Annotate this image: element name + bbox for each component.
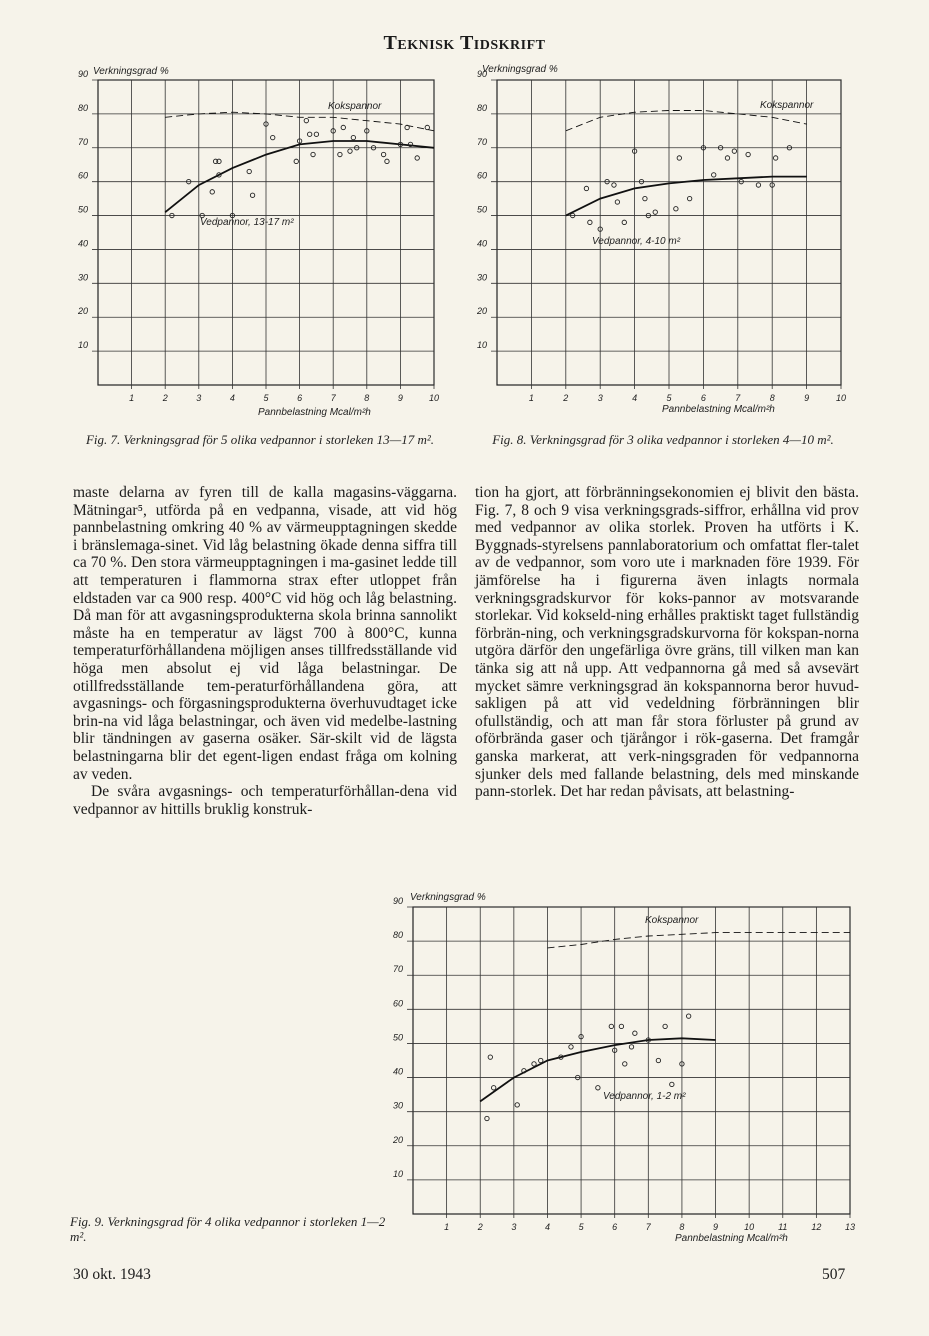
fig8-xtick-label: 4 xyxy=(632,393,638,403)
fig9-data-point xyxy=(539,1058,543,1062)
fig7-xtick-label: 7 xyxy=(330,393,336,403)
figure-8-caption: Fig. 8. Verkningsgrad för 3 olika vedpannor i storleken 4—10 m². xyxy=(492,432,834,447)
fig8-data-point xyxy=(712,173,716,177)
fig7-data-point xyxy=(210,190,214,194)
fig7-xtick-label: 1 xyxy=(129,393,135,403)
fig7-xtick-label: 10 xyxy=(428,393,440,403)
fig8-data-point xyxy=(615,200,619,204)
fig7-data-point xyxy=(351,135,355,139)
fig8-xtick-label: 5 xyxy=(666,393,672,403)
fig8-ytick-label: 50 xyxy=(476,204,487,215)
fig7-data-point xyxy=(314,132,318,136)
fig8-xtick-label: 2 xyxy=(563,393,569,403)
fig8-xtick-label: 9 xyxy=(804,393,810,403)
fig9-data-point xyxy=(670,1082,674,1086)
fig9-kokspannor-curve xyxy=(548,933,851,948)
fig7-data-point xyxy=(425,125,429,129)
fig8-ytick-label: 70 xyxy=(476,136,487,147)
fig9-data-point xyxy=(686,1014,690,1018)
fig9-data-point xyxy=(656,1058,660,1062)
fig8-xtick-label: 8 xyxy=(769,393,775,403)
fig9-xtick-label: 13 xyxy=(844,1222,856,1232)
fig8-data-point xyxy=(612,183,616,187)
fig7-annotation-vedpannor: Vedpannor, 13-17 m² xyxy=(200,217,294,228)
fig8-ylabel: Verkningsgrad % xyxy=(482,64,558,75)
fig7-ytick-label: 10 xyxy=(77,340,88,351)
fig9-ytick-label: 10 xyxy=(392,1168,403,1179)
fig7-ytick-label: 40 xyxy=(77,238,88,249)
fig9-annotation-vedpannor: Vedpannor, 1-2 m² xyxy=(603,1091,686,1102)
fig7-ytick-label: 20 xyxy=(77,306,88,317)
fig8-data-point xyxy=(687,196,691,200)
fig9-xtick-label: 7 xyxy=(645,1222,651,1232)
fig7-data-point xyxy=(271,135,275,139)
fig8-xtick-label: 7 xyxy=(735,393,741,403)
fig8-ytick-label: 30 xyxy=(476,272,487,283)
figure-7-chart xyxy=(60,60,460,420)
fig7-grid xyxy=(92,80,434,389)
fig9-ytick-label: 40 xyxy=(392,1066,403,1077)
fig8-vedpannor-curve xyxy=(566,177,807,216)
fig8-ytick-label: 10 xyxy=(476,340,487,351)
fig9-ylabel: Verkningsgrad % xyxy=(410,892,486,903)
fig7-data-point xyxy=(304,118,308,122)
fig9-data-point xyxy=(485,1116,489,1120)
fig8-ytick-label: 40 xyxy=(476,238,487,249)
fig9-ytick-label: 70 xyxy=(392,964,403,975)
fig8-data-point xyxy=(643,196,647,200)
fig9-data-point xyxy=(532,1062,536,1066)
fig9-xtick-label: 1 xyxy=(444,1222,450,1232)
fig8-xtick-label: 3 xyxy=(597,393,603,403)
fig7-ytick-label: 70 xyxy=(77,136,88,147)
fig7-data-point xyxy=(348,149,352,153)
fig9-data-point xyxy=(663,1024,667,1028)
figure-9-chart xyxy=(385,885,870,1245)
fig8-xtick-label: 6 xyxy=(700,393,706,403)
fig9-ytick-label: 60 xyxy=(392,998,403,1009)
fig9-xtick-label: 3 xyxy=(511,1222,517,1232)
fig9-xtick-label: 10 xyxy=(744,1222,755,1232)
fig9-ytick-label: 80 xyxy=(392,930,403,941)
fig8-data-point xyxy=(732,149,736,153)
fig9-data-point xyxy=(619,1024,623,1028)
fig7-xtick-label: 3 xyxy=(196,393,202,403)
fig9-data-point xyxy=(491,1086,495,1090)
fig7-data-point xyxy=(381,152,385,156)
fig7-data-point xyxy=(307,132,311,136)
fig7-xtick-label: 9 xyxy=(397,393,403,403)
fig9-annotation-kokspannor: Kokspannor xyxy=(645,915,699,926)
fig7-xlabel: Pannbelastning Mcal/m²h xyxy=(258,407,371,418)
fig7-xtick-label: 4 xyxy=(229,393,235,403)
fig8-data-point xyxy=(588,220,592,224)
fig8-xlabel: Pannbelastning Mcal/m²h xyxy=(662,404,775,415)
fig7-ytick-label: 60 xyxy=(77,170,88,181)
fig9-xtick-label: 9 xyxy=(713,1222,719,1232)
fig9-xtick-label: 6 xyxy=(612,1222,618,1232)
fig9-data-point xyxy=(515,1103,519,1107)
fig9-xtick-label: 11 xyxy=(778,1222,788,1232)
fig8-ytick-label: 20 xyxy=(476,306,487,317)
left-paragraph-2: De svåra avgasnings- och temperaturförhållan-dena vid vedpannor av hittills bruklig konstruk- xyxy=(73,783,457,818)
fig7-data-point xyxy=(311,152,315,156)
fig8-data-point xyxy=(653,210,657,214)
fig7-data-point xyxy=(405,125,409,129)
figure-9-caption: Fig. 9. Verkningsgrad för 4 olika vedpannor i storleken 1—2 m². xyxy=(70,1214,386,1244)
fig9-xtick-label: 12 xyxy=(811,1222,822,1232)
fig8-data-point xyxy=(677,156,681,160)
footer-date: 30 okt. 1943 xyxy=(73,1266,151,1283)
fig8-ytick-label: 60 xyxy=(476,170,487,181)
fig7-data-point xyxy=(385,159,389,163)
fig9-data-point xyxy=(629,1045,633,1049)
fig9-frame xyxy=(413,907,850,1214)
journal-masthead: Teknisk Tidskrift xyxy=(383,32,546,54)
fig9-ytick-label: 30 xyxy=(392,1100,403,1111)
fig8-xtick-label: 1 xyxy=(528,393,534,403)
fig7-data-point xyxy=(415,156,419,160)
fig9-data-point xyxy=(596,1086,600,1090)
fig7-ytick-label: 90 xyxy=(77,69,88,79)
fig8-annotation-kokspannor: Kokspannor xyxy=(760,100,814,111)
fig9-ytick-label: 50 xyxy=(392,1032,403,1043)
fig7-xtick-label: 5 xyxy=(263,393,269,403)
fig9-data-point xyxy=(623,1062,627,1066)
fig9-data-point xyxy=(488,1055,492,1059)
fig8-data-point xyxy=(584,186,588,190)
fig7-annotation-kokspannor: Kokspannor xyxy=(328,101,382,112)
right-paragraph-1: tion ha gjort, att förbränningsekonomien ej blivit den bästa. Fig. 7, 8 och 9 visa verkningsgrads-siffror, erhållna vid prov med vedpannor av olika storlek. Proven ha utförts i K. Byggnads-styrelsens pannlaboratorium och omfattat fler-talet av de vedpannor, som voro ute i marknaden före 1939. För jämförelse ha i figurerna även inlagts normala verkningsgradskurvor för koks-pannor av motsvarande storlekar. Vid kokseld-ning erhålles praktiskt taget fullständig förbrän-ning, och verkningsgradskurvorna för kokspan-norna utgöra därför den ungefärliga övre gräns, till vilken man kan tänka sig att nå upp. Att vedpannorna gå med så avsevärt mycket sämre verkningsgrad än kokspannorna beror huvud-sakligen på att vid vedeldning förbränningen blir ofullständig, och att man får stora förluster på grund av oförbrända gaser och tjärångor i rök-gaserna. Det framgår ganska markerat, att verk-ningsgraden för vedpannorna sjunker dels med fallande belastning, dels med minskande pann-storlek. Det har redan påvisats, att belastning- xyxy=(475,484,859,801)
fig7-data-point xyxy=(294,159,298,163)
fig8-xtick-label: 10 xyxy=(835,393,847,403)
fig8-data-point xyxy=(756,183,760,187)
fig7-data-point xyxy=(338,152,342,156)
fig8-ytick-label: 90 xyxy=(476,69,487,79)
fig8-data-point xyxy=(773,156,777,160)
fig8-data-point xyxy=(725,156,729,160)
figure-7-caption: Fig. 7. Verkningsgrad för 5 olika vedpannor i storleken 13—17 m². xyxy=(85,432,434,447)
body-text-right-column xyxy=(475,484,859,801)
fig7-ylabel: Verkningsgrad % xyxy=(93,66,169,77)
fig7-data-point xyxy=(247,169,251,173)
fig8-data-point xyxy=(674,207,678,211)
body-text-left-column xyxy=(73,484,457,818)
fig8-grid xyxy=(491,80,841,389)
fig8-data-point xyxy=(746,152,750,156)
figure-8-chart xyxy=(470,60,870,420)
fig9-data-point xyxy=(569,1045,573,1049)
fig9-ytick-label: 20 xyxy=(392,1134,403,1145)
fig9-xtick-label: 2 xyxy=(477,1222,483,1232)
fig7-data-point xyxy=(341,125,345,129)
fig9-xtick-label: 8 xyxy=(679,1222,685,1232)
fig9-ytick-label: 90 xyxy=(392,896,403,906)
page-number: 507 xyxy=(822,1266,846,1283)
fig9-data-point xyxy=(633,1031,637,1035)
fig7-xtick-label: 6 xyxy=(297,393,303,403)
fig8-annotation-vedpannor: Vedpannor, 4-10 m² xyxy=(592,236,681,247)
left-paragraph-1: maste delarna av fyren till de kalla magasins-väggarna. Mätningar⁵, utförda på en vedpanna, visade, att vid hög pannbelastning omkring 40 % av värmeupptagningen skedde i bränslemaga-sinet. Vid låg belastning ökade denna siffra till ca 70 %. Den stora värmeupptagningen i ma-gasinet ledde till att temperaturen i flammorna strax efter utloppet från eldstaden var ca 900 resp. 400°C vid hög och låg belastning. Då man för att avgasningsprodukterna skola brinna sannolikt måste ha en temperatur av lägst 700 à 800°C, kunna temperaturförhållandena möjligen anses tillfredsställande vid höga men absolut ej vid låga belastningar. De otillfredsställande tem-peraturförhållandena göra, att avgasnings- och förgasningsprodukterna överhuvudtaget icke brin-na vid låga belastningar, och även vid medelbe-lastning blir tändningen av gaserna osäker. Sär-skilt vid de lägsta belastningarna blir det egent-ligen endast fråga om kolning av veden. xyxy=(73,484,457,783)
fig9-xlabel: Pannbelastning Mcal/m²h xyxy=(675,1233,788,1244)
fig7-ytick-label: 50 xyxy=(77,204,88,215)
fig8-ytick-label: 80 xyxy=(476,102,487,113)
fig8-data-point xyxy=(622,220,626,224)
fig9-grid xyxy=(407,907,850,1218)
fig7-xtick-label: 8 xyxy=(364,393,370,403)
fig7-xtick-label: 2 xyxy=(162,393,168,403)
fig9-xtick-label: 5 xyxy=(578,1222,584,1232)
fig7-ytick-label: 80 xyxy=(77,102,88,113)
fig9-data-point xyxy=(609,1024,613,1028)
fig7-data-point xyxy=(250,193,254,197)
fig7-ytick-label: 30 xyxy=(77,272,88,283)
fig9-xtick-label: 4 xyxy=(544,1222,550,1232)
